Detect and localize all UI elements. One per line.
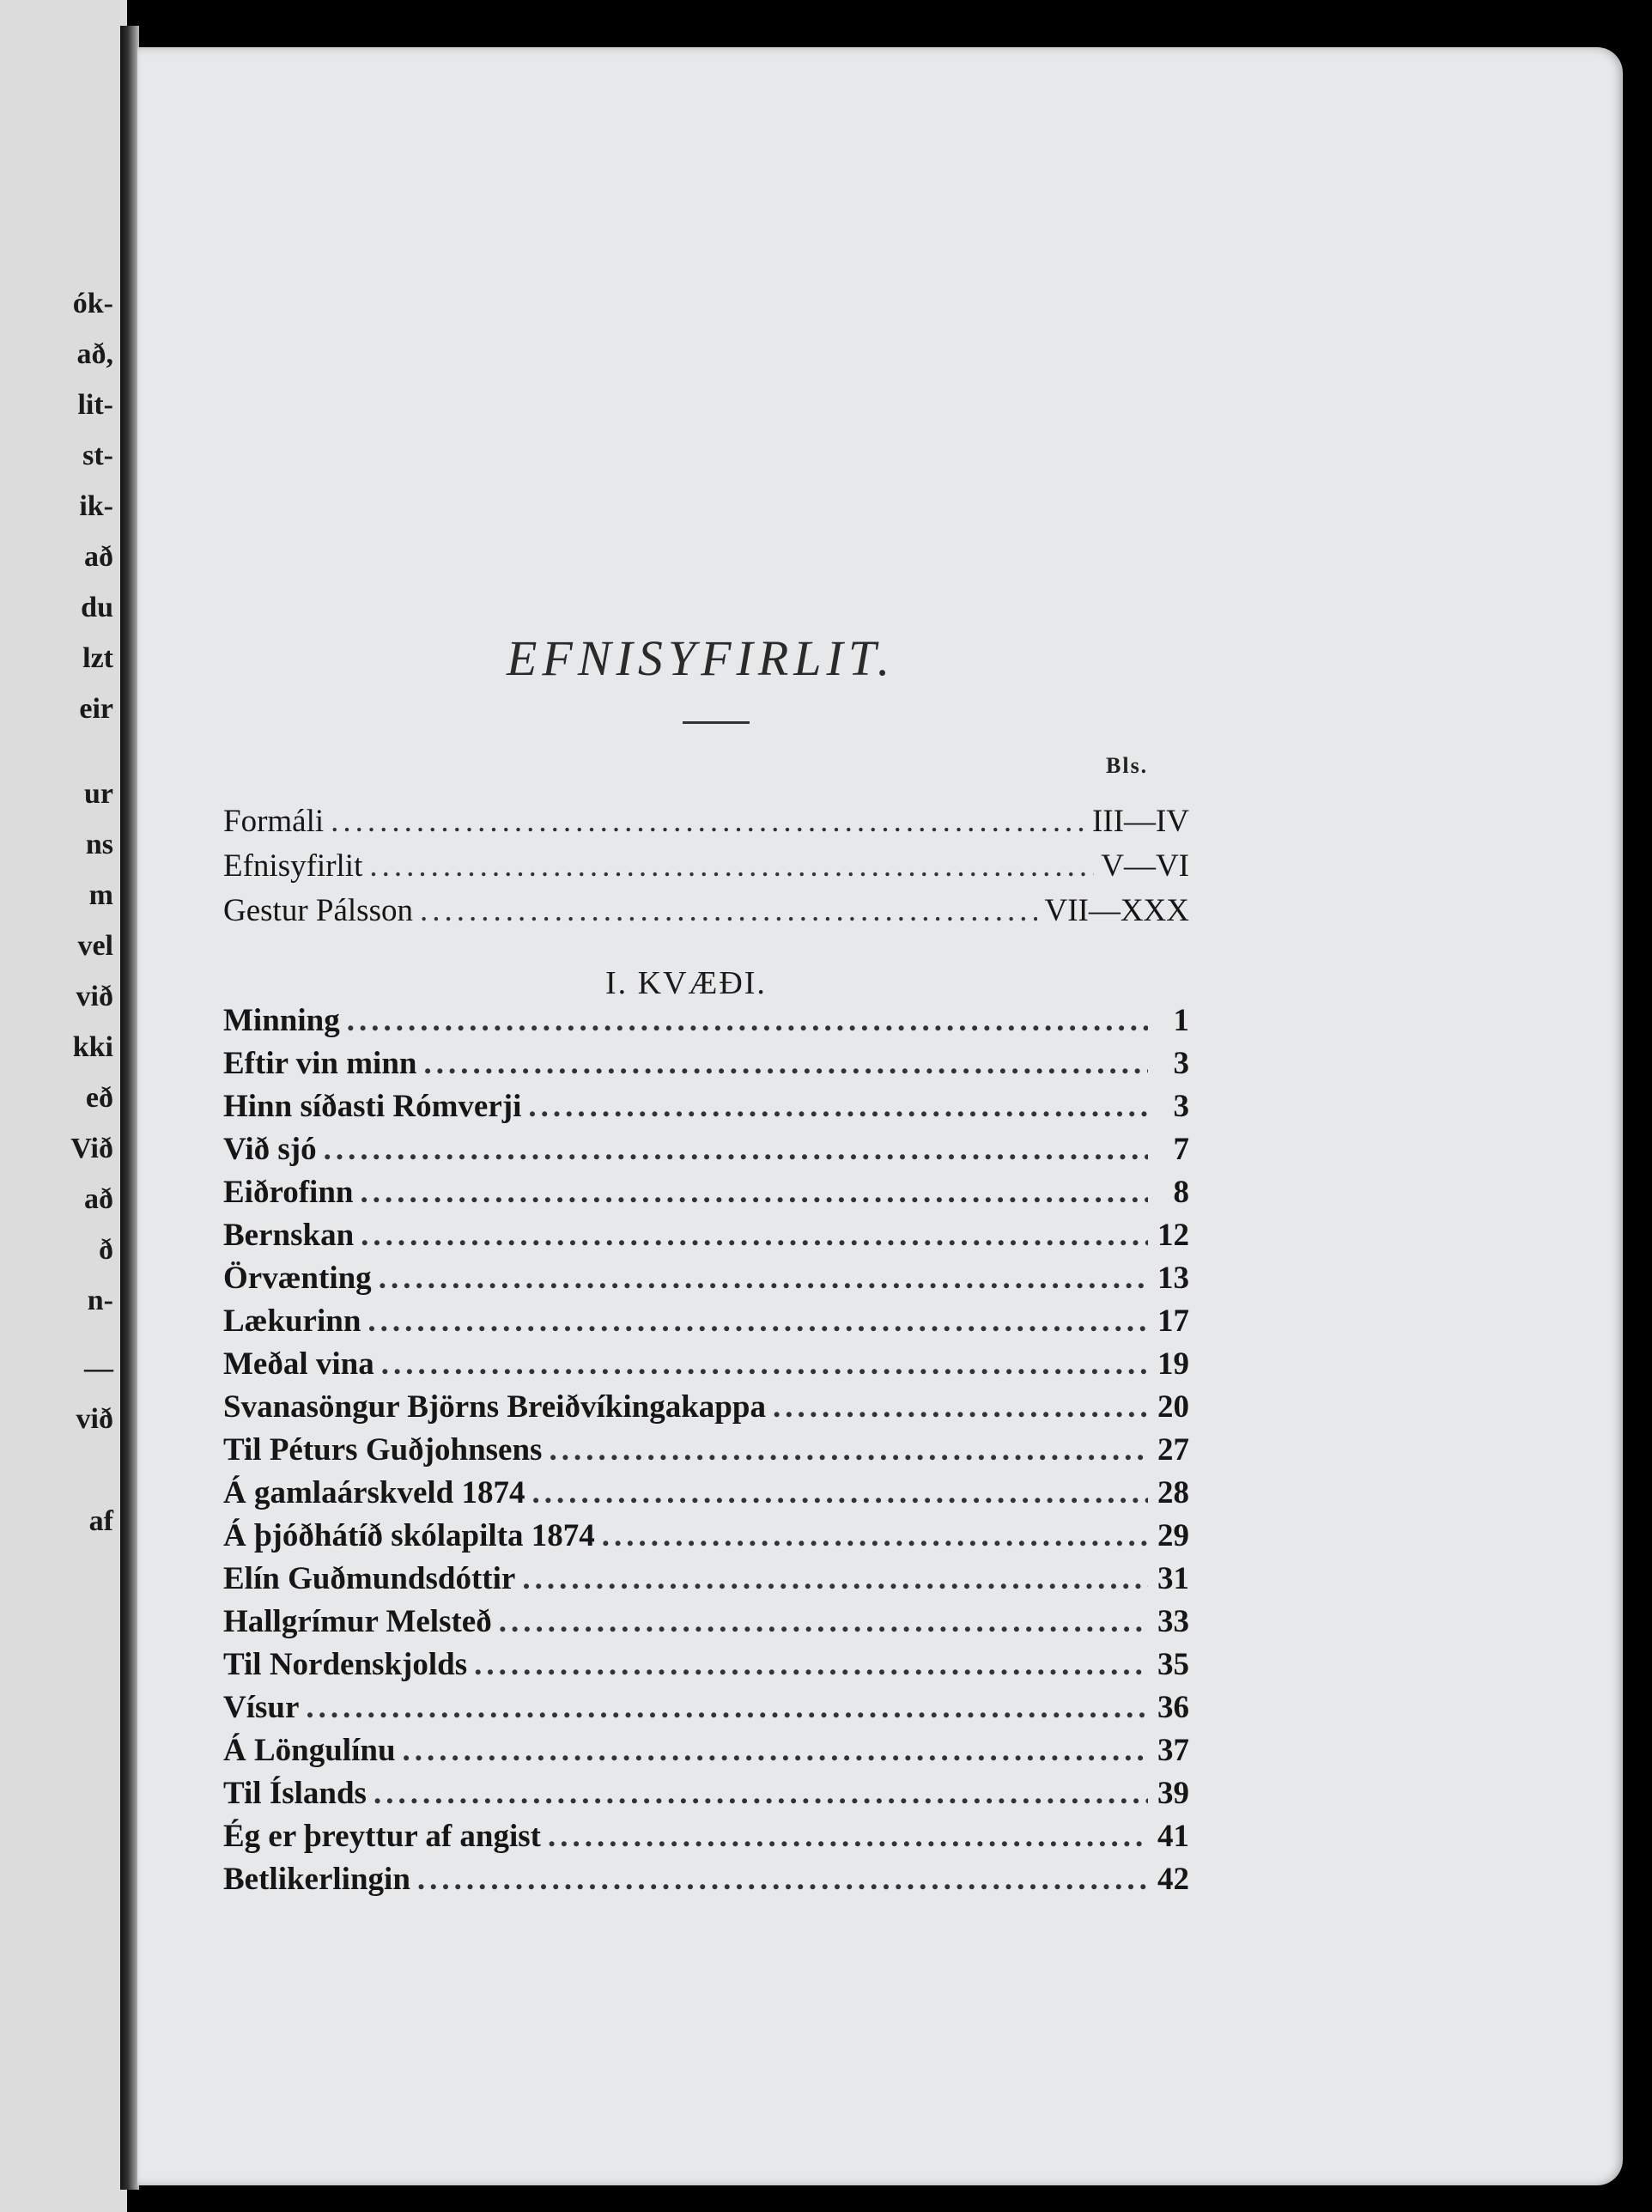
toc-entry-title: Formáli (223, 804, 325, 839)
dot-leader (423, 1045, 1148, 1082)
dot-leader (474, 1646, 1148, 1683)
facing-page-fragment: du (81, 592, 113, 623)
toc-entry-page: 13 (1157, 1261, 1189, 1296)
toc-entry (223, 1775, 1189, 1818)
toc-entry (223, 1217, 1189, 1260)
facing-page-fragment: við (76, 1403, 113, 1435)
toc-entry-page: VII—XXX (1044, 893, 1189, 928)
facing-page-edge (0, 0, 127, 2212)
toc-entry (223, 1646, 1189, 1689)
toc-entry-page: 31 (1157, 1561, 1189, 1596)
dot-leader (602, 1517, 1148, 1554)
dot-leader (374, 1775, 1148, 1812)
toc-entry-title: Elín Guðmundsdóttir (223, 1561, 516, 1596)
poem-list (223, 1002, 1189, 1904)
toc-entry-title: Eftir vin minn (223, 1046, 417, 1081)
toc-entry-title: Vísur (223, 1690, 300, 1725)
facing-page-fragment: kki (72, 1031, 113, 1063)
toc-entry (223, 1002, 1189, 1045)
facing-page-fragment: að, (76, 338, 113, 370)
toc-entry-title: Betlikerlingin (223, 1862, 410, 1897)
toc-entry-page: 36 (1157, 1690, 1189, 1725)
toc-entry (223, 1174, 1189, 1217)
toc-entry (223, 1560, 1189, 1603)
toc-entry (223, 892, 1189, 937)
toc-entry-page: 1 (1173, 1003, 1189, 1038)
dot-leader (361, 1217, 1148, 1254)
facing-page-fragment: að (84, 1183, 113, 1215)
facing-page-fragment: ur (84, 778, 113, 810)
dot-leader (331, 803, 1085, 840)
toc-entry-title: Til Íslands (223, 1776, 367, 1811)
facing-page-fragment: vel (77, 930, 113, 962)
toc-entry (223, 1088, 1189, 1131)
toc-entry-page: 3 (1173, 1046, 1189, 1081)
toc-entry-title: Hinn síðasti Rómverji (223, 1089, 522, 1124)
toc-entry (223, 1303, 1189, 1346)
toc-entry-title: Hallgrímur Melsteð (223, 1604, 492, 1639)
toc-entry-title: Á Löngulínu (223, 1733, 396, 1768)
facing-page-fragment: m (88, 879, 113, 911)
dot-leader (403, 1732, 1148, 1769)
toc-entry-page: 35 (1157, 1647, 1189, 1682)
facing-page-fragment: n- (87, 1285, 113, 1316)
toc-entry (223, 1045, 1189, 1088)
toc-entry-page: V—VI (1101, 848, 1189, 884)
facing-page-fragment: — (84, 1352, 113, 1384)
dot-leader (528, 1088, 1148, 1125)
toc-entry-page: 12 (1157, 1218, 1189, 1253)
toc-entry-page: 7 (1173, 1132, 1189, 1167)
toc-entry (223, 1603, 1189, 1646)
dot-leader (324, 1131, 1148, 1168)
facing-page-fragment: eð (85, 1082, 113, 1114)
front-matter-list (223, 803, 1189, 937)
toc-entry-page: 33 (1157, 1604, 1189, 1639)
toc-entry (223, 1689, 1189, 1732)
dot-leader (360, 1174, 1148, 1211)
dot-leader (532, 1474, 1149, 1511)
toc-entry-page: 42 (1157, 1862, 1189, 1897)
toc-entry-page: 19 (1157, 1346, 1189, 1382)
dot-leader (522, 1560, 1148, 1597)
facing-page-fragment: við (76, 981, 113, 1012)
dot-leader (381, 1346, 1148, 1382)
dot-leader (347, 1002, 1148, 1039)
toc-entry-title: Svanasöngur Björns Breiðvíkingakappa (223, 1389, 766, 1425)
toc-entry (223, 1861, 1189, 1904)
toc-entry-title: Ég er þreyttur af angist (223, 1819, 541, 1854)
facing-page-fragment: ók- (72, 288, 113, 319)
toc-entry-title: Til Péturs Guðjohnsens (223, 1432, 543, 1468)
toc-entry-page: 29 (1157, 1518, 1189, 1553)
toc-entry-page: 8 (1173, 1175, 1189, 1210)
toc-entry (223, 1818, 1189, 1861)
section-heading: I. KVÆÐI. (605, 965, 767, 1001)
toc-entry (223, 1346, 1189, 1389)
toc-entry-title: Til Nordenskjolds (223, 1647, 468, 1682)
dot-leader (420, 892, 1037, 929)
toc-entry (223, 803, 1189, 848)
toc-entry-title: Eiðrofinn (223, 1175, 354, 1210)
dot-leader (379, 1260, 1148, 1297)
toc-entry-page: 41 (1157, 1819, 1189, 1854)
facing-page-fragment: ns (85, 829, 113, 860)
title-rule (683, 721, 750, 724)
facing-page-fragment: st- (82, 440, 113, 471)
dot-leader (369, 848, 1094, 884)
toc-entry-page: 3 (1173, 1089, 1189, 1124)
dot-leader (548, 1818, 1148, 1855)
toc-entry-title: Meðal vina (223, 1346, 374, 1382)
dot-leader (549, 1431, 1148, 1468)
toc-entry-page: 17 (1157, 1304, 1189, 1339)
facing-page-fragment: eir (79, 693, 113, 725)
toc-entry-page: 27 (1157, 1432, 1189, 1468)
dot-leader (306, 1689, 1148, 1726)
facing-page-fragment: Við (70, 1133, 113, 1164)
toc-entry (223, 848, 1189, 892)
toc-entry (223, 1131, 1189, 1174)
toc-entry-title: Á gamlaárskveld 1874 (223, 1475, 525, 1510)
toc-entry-page: 20 (1157, 1389, 1189, 1425)
toc-entry-title: Við sjó (223, 1132, 317, 1167)
toc-entry-page: 28 (1157, 1475, 1189, 1510)
toc-entry (223, 1732, 1189, 1775)
toc-entry-page: 37 (1157, 1733, 1189, 1768)
dot-leader (367, 1303, 1148, 1340)
facing-page-fragment: að (84, 541, 113, 573)
contents-page (137, 47, 1623, 2185)
facing-page-fragment: af (88, 1505, 113, 1537)
page-column-label: Bls. (1106, 753, 1149, 778)
toc-entry-page: 39 (1157, 1776, 1189, 1811)
book-gutter (120, 26, 139, 2190)
toc-entry-title: Gestur Pálsson (223, 893, 413, 928)
facing-page-fragment: ð (99, 1234, 113, 1266)
toc-entry (223, 1260, 1189, 1303)
facing-page-fragment: ik- (79, 490, 113, 522)
toc-entry (223, 1517, 1189, 1560)
toc-entry-title: Lækurinn (223, 1304, 361, 1339)
toc-entry (223, 1431, 1189, 1474)
toc-entry-page: III—IV (1091, 804, 1189, 839)
toc-entry-title: Minning (223, 1003, 340, 1038)
toc-entry-title: Efnisyfirlit (223, 848, 363, 884)
toc-entry (223, 1474, 1189, 1517)
toc-entry-title: Örvænting (223, 1261, 372, 1296)
toc-entry-title: Á þjóðhátíð skólapilta 1874 (223, 1518, 595, 1553)
facing-page-fragment: lit- (77, 389, 113, 421)
dot-leader (499, 1603, 1148, 1640)
dot-leader (417, 1861, 1148, 1898)
toc-entry (223, 1389, 1189, 1431)
facing-page-fragment: lzt (82, 642, 113, 674)
dot-leader (773, 1389, 1148, 1425)
toc-entry-title: Bernskan (223, 1218, 355, 1253)
page-title: EFNISYFIRLIT. (507, 630, 896, 686)
